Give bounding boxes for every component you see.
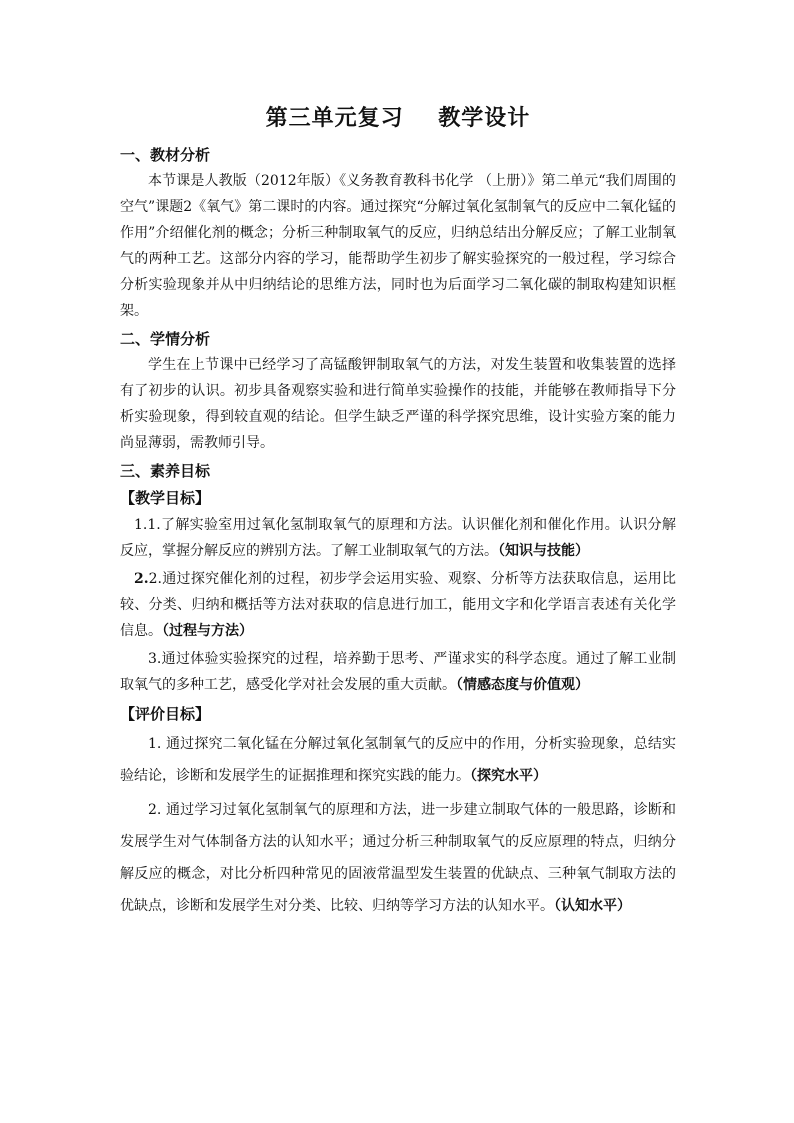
teaching-goal-1-tag: （知识与技能） bbox=[498, 543, 589, 559]
teaching-goal-3-text: 3.通过体验实验探究的过程，培养勤于思考、严谨求实的科学态度。通过了解工业制取氧气的多种工艺，感受化学对社会发展的重大贡献。 bbox=[120, 651, 676, 693]
subheading-teaching-goals: 【教学目标】 bbox=[120, 489, 211, 507]
page-title: 第三单元复习 教学设计 bbox=[265, 105, 531, 131]
teaching-goal-2-text: 2.通过探究催化剂的过程，初步学会运用实验、观察、分析等方法获取信息，运用比较、分类、归纳和概括等方法对获取的信息进行加工，能用文字和化学语言表述有关化学信息。 bbox=[120, 571, 676, 639]
evaluation-goal-item-2 bbox=[120, 794, 676, 922]
paragraph-textbook-analysis: 本节课是人教版（2012年版）《义务教育教科书化学 （上册）》第二单元“我们周围的空气”课题2《氧气》第二课时的内容。通过探究“分解过氧化氢制氧气的反应中二氧化锰的作用”介绍催化剂的概念；分析三种制取氧气的反应，归纳总结出分解反应；了解工业制氧气的两种工艺。这部分内容的学习，能帮助学生初步了解实验探究的一般过程，学习综合分析实验现象并从中归纳结论的思维方法，同时也为后面学习二氧化碳的制取构建知识框架。 bbox=[120, 173, 676, 319]
section-heading-textbook-analysis: 一、教材分析 bbox=[120, 146, 211, 164]
evaluation-goal-2-text: 2. 通过学习过氧化氢制氧气的原理和方法，进一步建立制取气体的一般思路，诊断和发展学生对气体制备方法的认知水平；通过分析三种制取氧气的反应原理的特点，归纳分解反应的概念，对比分析四种常见的固液常温型发生装置的优缺点、三种氧气制取方法的优缺点，诊断和发展学生对分类、比较、归纳等学习方法的认知水平。 bbox=[120, 802, 676, 914]
teaching-goal-2-tag: （过程与方法） bbox=[162, 623, 253, 639]
evaluation-goal-2-tag: （认知水平） bbox=[554, 898, 631, 914]
teaching-goal-item-3 bbox=[120, 646, 676, 698]
teaching-goal-2-prefix: 2. bbox=[134, 571, 149, 587]
teaching-goal-3-tag: （情感态度与价值观） bbox=[456, 677, 589, 693]
evaluation-goal-1-text: 1. 通过探究二氧化锰在分解过氧化氢制氧气的反应中的作用，分析实验现象，总结实验结论，诊断和发展学生的证据推理和探究实践的能力。 bbox=[120, 736, 676, 784]
evaluation-goal-item-1 bbox=[120, 728, 676, 792]
teaching-goal-1-text: 1.1.了解实验室用过氧化氢制取氧气的原理和方法。认识催化剂和催化作用。认识分解反应，掌握分解反应的辨别方法。了解工业制取氧气的方法。 bbox=[120, 517, 676, 559]
section-heading-student-analysis: 二、学情分析 bbox=[120, 330, 211, 348]
teaching-goal-item-2 bbox=[120, 566, 676, 644]
teaching-goal-item-1 bbox=[120, 512, 676, 564]
section-heading-literacy-goals: 三、素养目标 bbox=[120, 462, 211, 480]
subheading-evaluation-goals: 【评价目标】 bbox=[120, 705, 211, 723]
paragraph-student-analysis: 学生在上节课中已经学习了高锰酸钾制取氧气的方法，对发生装置和收集装置的选择有了初步的认识。初步具备观察实验和进行简单实验操作的技能，并能够在教师指导下分析实验现象，得到较直观的结论。但学生缺乏严谨的科学探究思维，设计实验方案的能力尚显薄弱，需教师引导。 bbox=[120, 357, 676, 451]
document-content bbox=[120, 100, 676, 924]
evaluation-goal-1-tag: （探究水平） bbox=[470, 768, 547, 784]
